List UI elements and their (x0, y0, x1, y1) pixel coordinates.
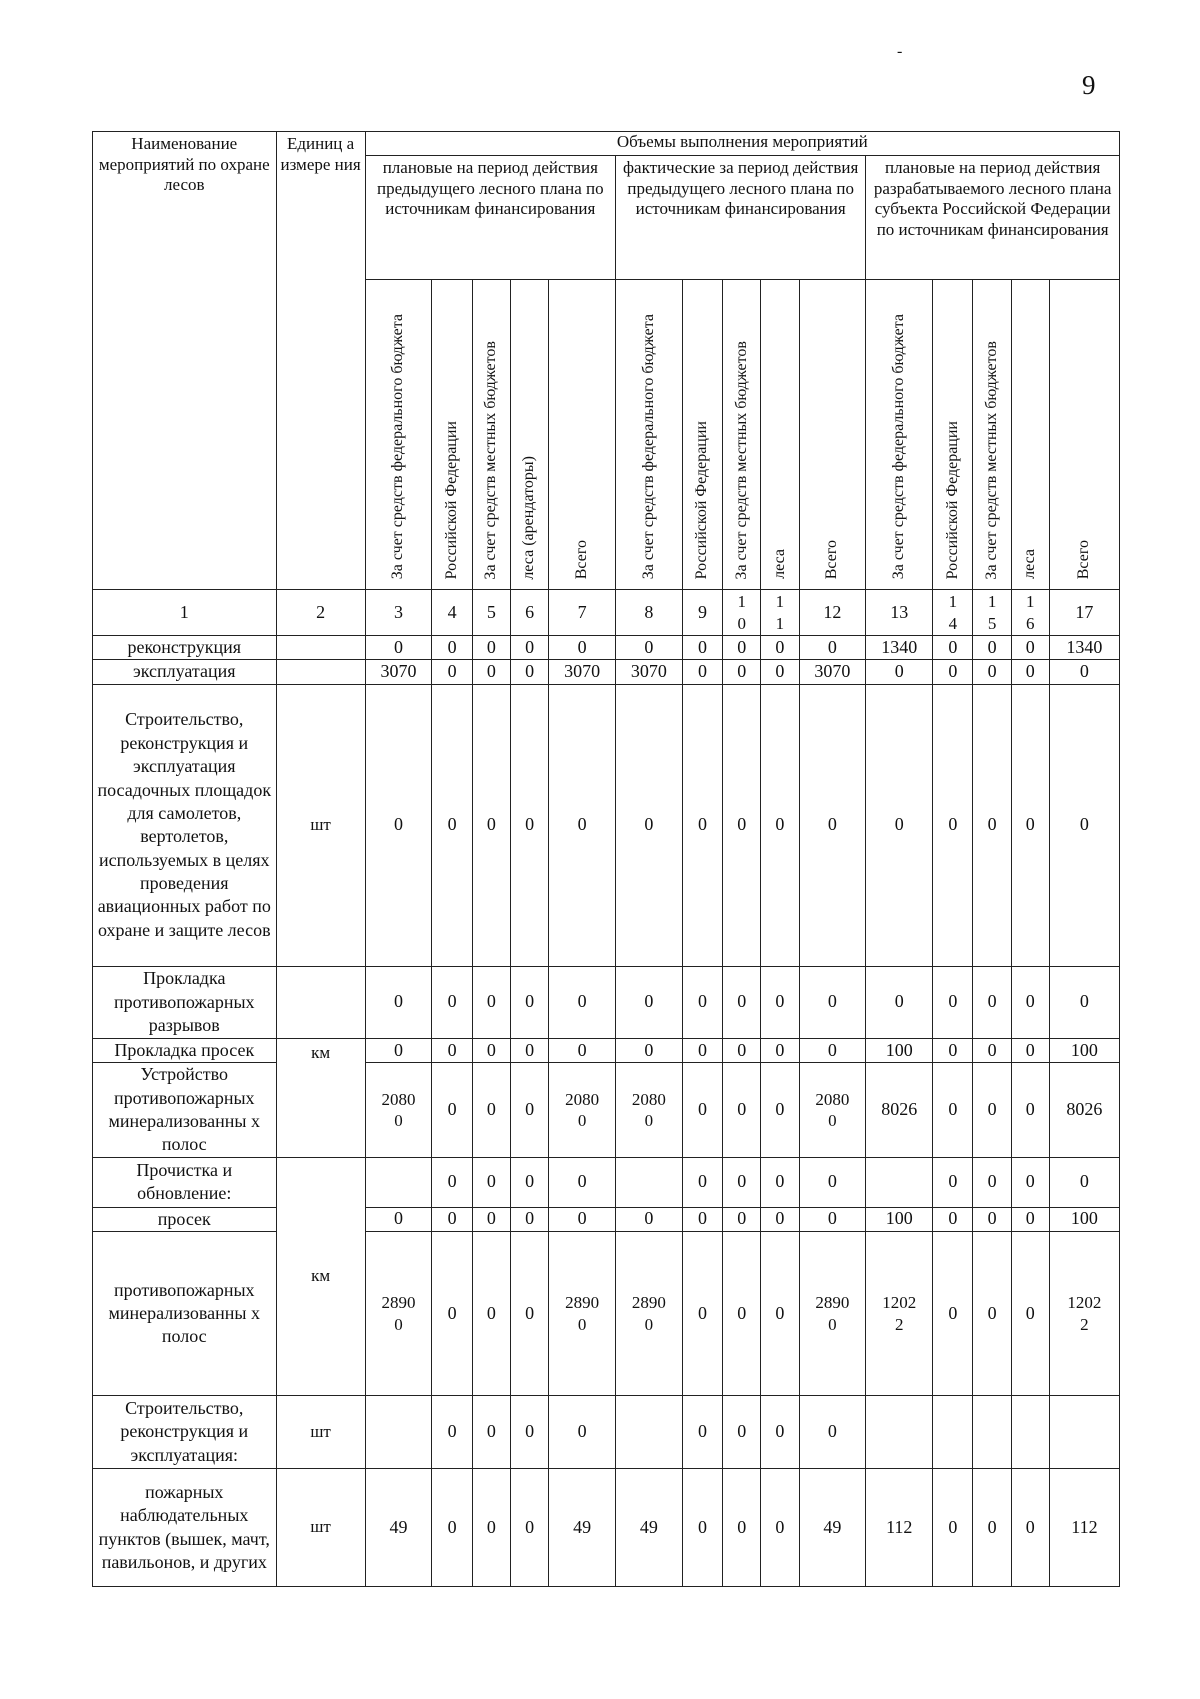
subheader-local-1: За счет средств местных бюджетов (472, 280, 510, 590)
row-name: реконструкция (93, 636, 277, 660)
cell-value: 0 (933, 636, 973, 660)
row-unit: шт (276, 684, 365, 966)
cell-value: 0 (615, 1038, 682, 1062)
cell-value: 0 (1011, 1207, 1049, 1231)
cell-value: 0 (682, 1232, 722, 1396)
cell-value (866, 1396, 933, 1469)
cell-value: 0 (799, 1038, 866, 1062)
cell-value: 112 (866, 1469, 933, 1587)
cell-value: 0 (510, 1038, 548, 1062)
cell-value (365, 1396, 432, 1469)
cell-value: 0 (761, 636, 799, 660)
cell-value: 0 (723, 684, 761, 966)
cell-value: 0 (510, 1232, 548, 1396)
cell-value: 2080 0 (365, 1063, 432, 1158)
col-number: 1 4 (933, 590, 973, 636)
row-name: просек (93, 1207, 277, 1231)
row-unit: км (276, 1038, 365, 1157)
row-unit (276, 660, 365, 684)
cell-value: 112 (1049, 1469, 1119, 1587)
row-unit: шт (276, 1396, 365, 1469)
cell-value: 0 (1011, 636, 1049, 660)
cell-value: 0 (510, 966, 548, 1038)
cell-value: 0 (799, 636, 866, 660)
cell-value: 0 (682, 1063, 722, 1158)
col-number: 13 (866, 590, 933, 636)
cell-value: 0 (472, 1207, 510, 1231)
col-number: 8 (615, 590, 682, 636)
cell-value (365, 1157, 432, 1207)
subheader-federal-3: За счет средств федерального бюджета (866, 280, 933, 590)
cell-value: 0 (1011, 1063, 1049, 1158)
cell-value: 8026 (866, 1063, 933, 1158)
cell-value: 0 (510, 1469, 548, 1587)
cell-value (866, 1157, 933, 1207)
cell-value: 0 (682, 1157, 722, 1207)
cell-value: 0 (365, 966, 432, 1038)
cell-value: 0 (432, 1157, 472, 1207)
cell-value: 3070 (549, 660, 616, 684)
cell-value: 0 (472, 1469, 510, 1587)
cell-value (1049, 1396, 1119, 1469)
page-number: 9 (1082, 70, 1096, 100)
header-planned-current: плановые на период действия разрабатываемого лесного плана субъекта Российской Федерации по источникам финансирования (866, 156, 1120, 280)
cell-value: 0 (723, 1396, 761, 1469)
cell-value: 0 (1049, 966, 1119, 1038)
cell-value: 0 (1049, 1157, 1119, 1207)
cell-value: 0 (933, 660, 973, 684)
cell-value: 0 (973, 1232, 1011, 1396)
cell-value: 0 (682, 1396, 722, 1469)
cell-value: 49 (549, 1469, 616, 1587)
cell-value: 0 (510, 684, 548, 966)
cell-value: 0 (799, 1207, 866, 1231)
cell-value: 0 (432, 1396, 472, 1469)
cell-value (615, 1157, 682, 1207)
cell-value: 0 (973, 966, 1011, 1038)
forest-protection-table (92, 131, 1120, 1587)
cell-value: 0 (973, 1063, 1011, 1158)
cell-value: 0 (549, 684, 616, 966)
cell-value: 0 (1011, 684, 1049, 966)
header-unit: Единиц а измере ния (276, 132, 365, 590)
header-name: Наименование мероприятий по охране лесов (93, 132, 277, 590)
cell-value: 0 (615, 966, 682, 1038)
row-name: Строительство, реконструкция и эксплуатация посадочных площадок для самолетов, вертолетов, используемых в целях проведения авиационных работ по охране и защите лесов (93, 684, 277, 966)
cell-value: 2890 0 (799, 1232, 866, 1396)
cell-value: 0 (365, 636, 432, 660)
cell-value: 0 (799, 684, 866, 966)
col-number: 6 (510, 590, 548, 636)
cell-value: 0 (472, 636, 510, 660)
cell-value: 2080 0 (549, 1063, 616, 1158)
cell-value: 0 (472, 684, 510, 966)
cell-value: 0 (761, 1063, 799, 1158)
cell-value: 0 (1049, 660, 1119, 684)
cell-value: 0 (432, 660, 472, 684)
col-number: 1 1 (761, 590, 799, 636)
cell-value (973, 1396, 1011, 1469)
subheader-local-3: За счет средств местных бюджетов (973, 280, 1011, 590)
cell-value: 0 (472, 966, 510, 1038)
subheader-total-2: Всего (799, 280, 866, 590)
cell-value: 0 (933, 1232, 973, 1396)
subheader-federal-1: За счет средств федерального бюджета (365, 280, 432, 590)
cell-value: 0 (761, 1207, 799, 1231)
col-number: 2 (276, 590, 365, 636)
cell-value: 1202 2 (1049, 1232, 1119, 1396)
col-number: 1 6 (1011, 590, 1049, 636)
cell-value: 0 (615, 1207, 682, 1231)
row-name: Прочистка и обновление: (93, 1157, 277, 1207)
cell-value: 1202 2 (866, 1232, 933, 1396)
col-number: 5 (472, 590, 510, 636)
cell-value: 0 (682, 966, 722, 1038)
cell-value: 0 (432, 1038, 472, 1062)
cell-value: 0 (973, 1038, 1011, 1062)
cell-value: 0 (761, 1396, 799, 1469)
row-name: Устройство противопожарных минерализованны х полос (93, 1063, 277, 1158)
cell-value: 100 (1049, 1207, 1119, 1231)
cell-value: 0 (799, 1157, 866, 1207)
cell-value (933, 1396, 973, 1469)
row-name: Прокладка просек (93, 1038, 277, 1062)
row-name: Строительство, реконструкция и эксплуатация: (93, 1396, 277, 1469)
cell-value: 49 (365, 1469, 432, 1587)
cell-value: 0 (432, 1207, 472, 1231)
cell-value: 3070 (365, 660, 432, 684)
cell-value: 0 (723, 1232, 761, 1396)
cell-value: 3070 (615, 660, 682, 684)
cell-value: 0 (1011, 1038, 1049, 1062)
cell-value: 0 (549, 966, 616, 1038)
row-name: Прокладка противопожарных разрывов (93, 966, 277, 1038)
cell-value: 0 (510, 636, 548, 660)
cell-value: 0 (1011, 1469, 1049, 1587)
col-number: 4 (432, 590, 472, 636)
cell-value: 0 (723, 1207, 761, 1231)
subheader-rf-3: Российской Федерации (933, 280, 973, 590)
cell-value: 0 (682, 1469, 722, 1587)
cell-value: 2080 0 (615, 1063, 682, 1158)
header-actual-previous: фактические за период действия предыдущего лесного плана по источникам финансирования (615, 156, 865, 280)
cell-value: 0 (1011, 660, 1049, 684)
cell-value: 0 (472, 1038, 510, 1062)
cell-value: 100 (866, 1038, 933, 1062)
cell-value: 0 (549, 1038, 616, 1062)
row-name: пожарных наблюдательных пунктов (вышек, мачт, павильонов, и других (93, 1469, 277, 1587)
cell-value: 0 (723, 966, 761, 1038)
header-planned-previous: плановые на период действия предыдущего лесного плана по источникам финансирования (365, 156, 615, 280)
cell-value: 0 (365, 684, 432, 966)
cell-value: 0 (365, 1038, 432, 1062)
cell-value: 0 (432, 1063, 472, 1158)
cell-value: 0 (472, 1396, 510, 1469)
cell-value: 0 (432, 1469, 472, 1587)
cell-value: 0 (933, 1157, 973, 1207)
cell-value: 100 (1049, 1038, 1119, 1062)
col-number: 3 (365, 590, 432, 636)
subheader-rf-2: Российской Федерации (682, 280, 722, 590)
cell-value: 0 (472, 1232, 510, 1396)
cell-value: 0 (933, 1469, 973, 1587)
col-number: 12 (799, 590, 866, 636)
cell-value: 0 (973, 684, 1011, 966)
cell-value: 0 (510, 1063, 548, 1158)
cell-value: 0 (682, 636, 722, 660)
cell-value: 2890 0 (615, 1232, 682, 1396)
cell-value: 0 (761, 1232, 799, 1396)
subheader-forest-2: леса (761, 280, 799, 590)
cell-value: 1340 (866, 636, 933, 660)
cell-value: 0 (933, 966, 973, 1038)
cell-value: 0 (933, 1063, 973, 1158)
cell-value: 0 (933, 684, 973, 966)
header-volumes: Объемы выполнения мероприятий (365, 132, 1119, 156)
cell-value: 0 (761, 684, 799, 966)
subheader-federal-2: За счет средств федерального бюджета (615, 280, 682, 590)
cell-value: 0 (933, 1207, 973, 1231)
cell-value: 0 (723, 660, 761, 684)
cell-value: 0 (510, 660, 548, 684)
cell-value: 0 (799, 966, 866, 1038)
cell-value: 0 (472, 1157, 510, 1207)
cell-value: 0 (1011, 1232, 1049, 1396)
cell-value: 0 (973, 1469, 1011, 1587)
row-unit: км (276, 1157, 365, 1395)
cell-value (615, 1396, 682, 1469)
cell-value: 0 (549, 1207, 616, 1231)
cell-value: 8026 (1049, 1063, 1119, 1158)
cell-value: 49 (799, 1469, 866, 1587)
cell-value: 0 (723, 1038, 761, 1062)
cell-value: 0 (866, 966, 933, 1038)
cell-value: 0 (682, 684, 722, 966)
cell-value: 0 (723, 1469, 761, 1587)
cell-value: 0 (682, 1207, 722, 1231)
cell-value: 0 (1011, 966, 1049, 1038)
row-unit (276, 636, 365, 660)
cell-value: 0 (472, 660, 510, 684)
cell-value: 0 (973, 636, 1011, 660)
page-mark: - (897, 43, 903, 60)
col-number: 1 (93, 590, 277, 636)
cell-value: 100 (866, 1207, 933, 1231)
cell-value: 0 (510, 1207, 548, 1231)
cell-value: 0 (510, 1396, 548, 1469)
cell-value: 0 (723, 636, 761, 660)
cell-value: 0 (615, 684, 682, 966)
subheader-forest-3: леса (1011, 280, 1049, 590)
cell-value: 0 (973, 1157, 1011, 1207)
cell-value: 0 (761, 1038, 799, 1062)
cell-value: 0 (761, 660, 799, 684)
subheader-total-1: Всего (549, 280, 616, 590)
col-number: 1 0 (723, 590, 761, 636)
cell-value: 0 (1049, 684, 1119, 966)
cell-value: 0 (973, 660, 1011, 684)
cell-value: 0 (866, 684, 933, 966)
cell-value: 0 (723, 1157, 761, 1207)
col-number: 17 (1049, 590, 1119, 636)
subheader-rf-1: Российской Федерации (432, 280, 472, 590)
cell-value: 0 (933, 1038, 973, 1062)
row-unit (276, 966, 365, 1038)
cell-value: 0 (682, 1038, 722, 1062)
cell-value: 0 (549, 636, 616, 660)
cell-value: 0 (761, 966, 799, 1038)
cell-value: 0 (510, 1157, 548, 1207)
cell-value: 2890 0 (549, 1232, 616, 1396)
subheader-local-2: За счет средств местных бюджетов (723, 280, 761, 590)
cell-value: 0 (973, 1207, 1011, 1231)
cell-value: 0 (549, 1396, 616, 1469)
cell-value: 0 (682, 660, 722, 684)
cell-value: 0 (432, 636, 472, 660)
subheader-lease-1: леса (арендаторы) (510, 280, 548, 590)
cell-value: 3070 (799, 660, 866, 684)
cell-value: 49 (615, 1469, 682, 1587)
cell-value: 0 (432, 684, 472, 966)
cell-value: 0 (432, 1232, 472, 1396)
cell-value: 0 (615, 636, 682, 660)
cell-value: 0 (866, 660, 933, 684)
cell-value: 0 (472, 1063, 510, 1158)
cell-value: 0 (761, 1157, 799, 1207)
cell-value: 0 (799, 1396, 866, 1469)
cell-value: 0 (761, 1469, 799, 1587)
cell-value: 2080 0 (799, 1063, 866, 1158)
cell-value: 1340 (1049, 636, 1119, 660)
cell-value: 0 (432, 966, 472, 1038)
cell-value: 0 (365, 1207, 432, 1231)
col-number: 7 (549, 590, 616, 636)
cell-value: 0 (723, 1063, 761, 1158)
subheader-total-3: Всего (1049, 280, 1119, 590)
cell-value: 0 (1011, 1157, 1049, 1207)
row-name: эксплуатация (93, 660, 277, 684)
cell-value: 0 (549, 1157, 616, 1207)
cell-value (1011, 1396, 1049, 1469)
col-number: 9 (682, 590, 722, 636)
row-name: противопожарных минерализованны х полос (93, 1232, 277, 1396)
cell-value: 2890 0 (365, 1232, 432, 1396)
row-unit: шт (276, 1469, 365, 1587)
col-number: 1 5 (973, 590, 1011, 636)
